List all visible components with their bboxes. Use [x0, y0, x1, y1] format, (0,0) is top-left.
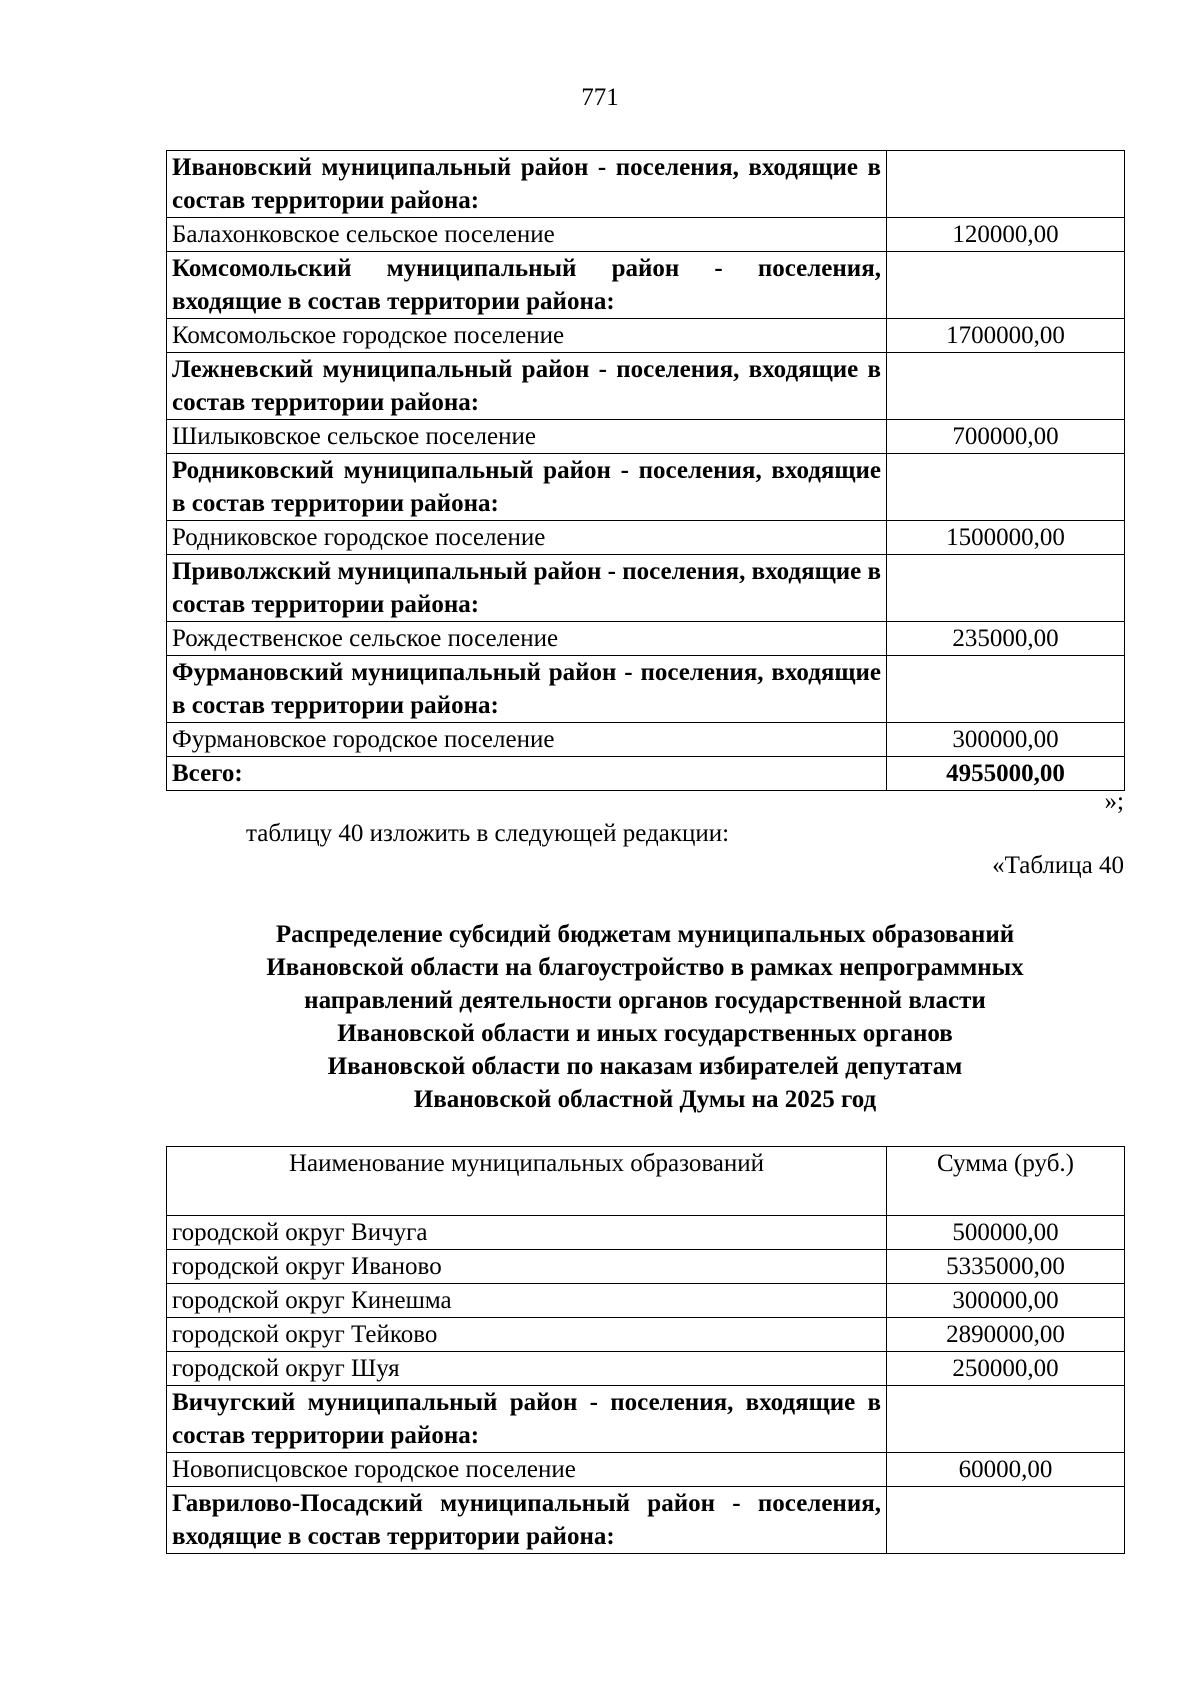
district-group-row [167, 1386, 1125, 1453]
total-label-cell: Всего: [167, 757, 887, 791]
district-group-row [167, 656, 1125, 723]
amount-cell: 500000,00 [887, 1216, 1125, 1250]
table-row [167, 723, 1125, 757]
allocation-table-continued-body [167, 151, 1125, 791]
table-row [167, 1250, 1125, 1284]
municipality-name-cell: Шилыковское сельское поселение [167, 420, 887, 454]
table-row [167, 622, 1125, 656]
table-title-line: Ивановской области и иных государственных органов [337, 1020, 953, 1047]
amount-cell: 300000,00 [887, 1284, 1125, 1318]
table-title-line: Распределение субсидий бюджетам муниципальных образований [275, 921, 1015, 948]
amount-cell [887, 555, 1125, 622]
amount-cell: 700000,00 [887, 420, 1125, 454]
amendment-instruction: таблицу 40 изложить в следующей редакции: [246, 820, 730, 847]
district-group-row [167, 555, 1125, 622]
table-row [167, 1352, 1125, 1386]
table-title-line: Ивановской области на благоустройство в рамках непрограммных [266, 954, 1024, 981]
municipality-name-cell: Фурмановское городское поселение [167, 723, 887, 757]
district-name-cell: Ивановский муниципальный район - поселения, входящие в состав территории района: [167, 151, 887, 218]
amount-cell: 60000,00 [887, 1453, 1125, 1487]
table-title [166, 918, 1124, 1116]
table-title-line: Ивановской области по наказам избирателей депутатам [327, 1053, 963, 1080]
closing-quote: »; [1104, 788, 1124, 815]
amount-cell [887, 1487, 1125, 1554]
district-group-row [167, 454, 1125, 521]
table-row [167, 319, 1125, 353]
table-row [167, 1216, 1125, 1250]
allocation-table-40 [166, 1146, 1125, 1554]
amount-cell [887, 252, 1125, 319]
header-name: Наименование муниципальных образований [167, 1147, 887, 1216]
table-title-line: Ивановской областной Думы на 2025 год [413, 1086, 877, 1113]
amount-cell [887, 151, 1125, 218]
district-name-cell: Вичугский муниципальный район - поселения, входящие в состав территории района: [167, 1386, 887, 1453]
allocation-table-continued [166, 150, 1125, 791]
amount-cell [887, 353, 1125, 420]
header-amount: Сумма (руб.) [887, 1147, 1125, 1216]
district-name-cell: Лежневский муниципальный район - поселения, входящие в состав территории района: [167, 353, 887, 420]
district-name-cell: Родниковский муниципальный район - поселения, входящие в состав территории района: [167, 454, 887, 521]
table-title-line: направлений деятельности органов государственной власти [304, 987, 986, 1014]
amount-cell [887, 454, 1125, 521]
district-group-row [167, 1487, 1125, 1554]
municipality-name-cell: городской округ Тейково [167, 1318, 887, 1352]
table-row [167, 1453, 1125, 1487]
municipality-name-cell: городской округ Иваново [167, 1250, 887, 1284]
municipality-name-cell: Комсомольское городское поселение [167, 319, 887, 353]
amount-cell: 120000,00 [887, 218, 1125, 252]
table-row [167, 1284, 1125, 1318]
municipality-name-cell: Новописцовское городское поселение [167, 1453, 887, 1487]
amount-cell: 300000,00 [887, 723, 1125, 757]
district-name-cell: Фурмановский муниципальный район - поселения, входящие в состав территории района: [167, 656, 887, 723]
table-row [167, 420, 1125, 454]
district-name-cell: Гаврилово-Посадский муниципальный район - поселения, входящие в состав территории района: [167, 1487, 887, 1554]
district-group-row [167, 151, 1125, 218]
district-name-cell: Комсомольский муниципальный район - поселения, входящие в состав территории района: [167, 252, 887, 319]
table-header-row [167, 1147, 1125, 1216]
total-row [167, 757, 1125, 791]
municipality-name-cell: Родниковское городское поселение [167, 521, 887, 555]
table-label: «Таблица 40 [992, 852, 1124, 879]
table-row [167, 521, 1125, 555]
district-group-row [167, 353, 1125, 420]
municipality-name-cell: Балахонковское сельское поселение [167, 218, 887, 252]
amount-cell: 5335000,00 [887, 1250, 1125, 1284]
amount-cell [887, 656, 1125, 723]
amount-cell: 2890000,00 [887, 1318, 1125, 1352]
municipality-name-cell: городской округ Кинешма [167, 1284, 887, 1318]
amount-cell: 250000,00 [887, 1352, 1125, 1386]
amount-cell: 235000,00 [887, 622, 1125, 656]
page-number: 771 [581, 84, 619, 111]
municipality-name-cell: Рождественское сельское поселение [167, 622, 887, 656]
municipality-name-cell: городской округ Шуя [167, 1352, 887, 1386]
municipality-name-cell: городской округ Вичуга [167, 1216, 887, 1250]
amount-cell: 1500000,00 [887, 521, 1125, 555]
amount-cell [887, 1386, 1125, 1453]
table-row [167, 1318, 1125, 1352]
district-group-row [167, 252, 1125, 319]
amount-cell: 1700000,00 [887, 319, 1125, 353]
district-name-cell: Приволжский муниципальный район - поселения, входящие в состав территории района: [167, 555, 887, 622]
table-row [167, 218, 1125, 252]
allocation-table-40-body [167, 1147, 1125, 1554]
total-amount-cell: 4955000,00 [887, 757, 1125, 791]
